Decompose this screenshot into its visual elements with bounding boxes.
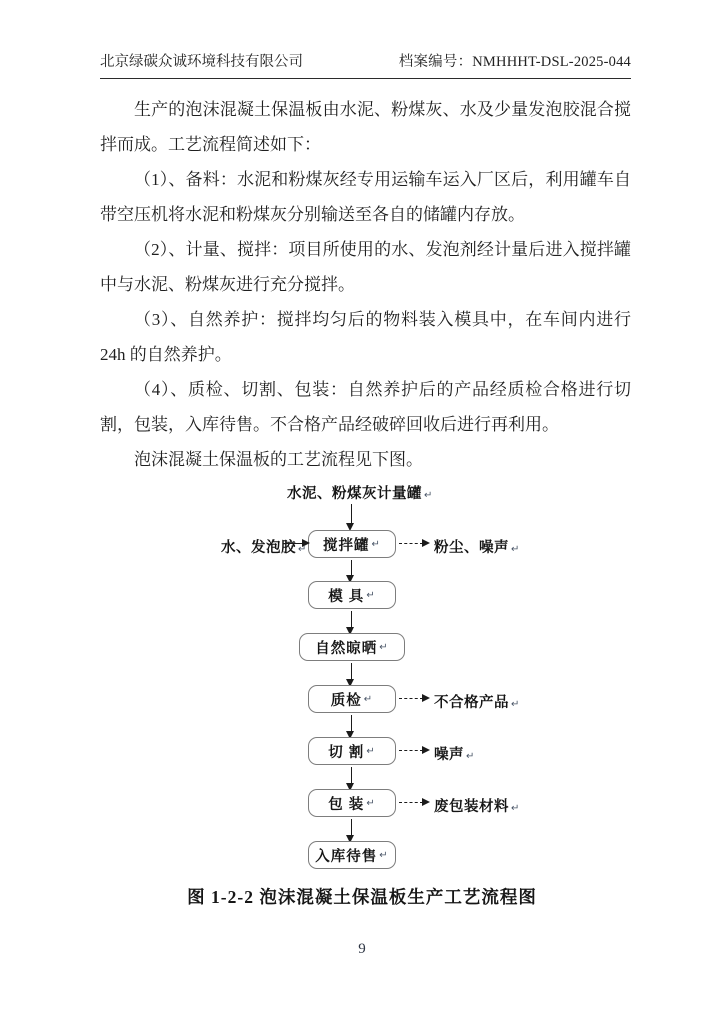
return-mark-icon: ↵ xyxy=(366,797,376,809)
body-paragraph: （3）、自然养护：搅拌均匀后的物料装入模具中，在车间内进行 24h 的自然养护。 xyxy=(100,310,631,364)
return-mark-icon: ↵ xyxy=(371,538,381,550)
return-mark-icon: ↵ xyxy=(511,544,520,555)
dashed-arrow-icon xyxy=(399,543,423,544)
flow-box-label: 切 割 xyxy=(328,744,365,761)
archive-number: 档案编号：NMHHHT-DSL-2025-044 xyxy=(398,54,631,70)
flow-output-label xyxy=(434,795,520,816)
flow-box-natural-drying xyxy=(299,633,405,661)
down-arrow-icon xyxy=(351,611,352,628)
down-arrow-icon xyxy=(351,663,352,680)
down-arrow-icon xyxy=(351,767,352,784)
flow-box-warehouse xyxy=(308,841,396,869)
body-paragraph: （2）、计量、搅拌：项目所使用的水、发泡剂经计量后进入搅拌罐中与水泥、粉煤灰进行充分搅拌。 xyxy=(100,240,631,294)
flow-box-packaging xyxy=(308,789,396,817)
flow-output-text: 废包装材料 xyxy=(434,799,509,815)
down-arrow-icon xyxy=(351,819,352,836)
down-arrow-icon xyxy=(351,715,352,732)
return-mark-icon: ↵ xyxy=(379,849,389,861)
flow-box-mold xyxy=(308,581,396,609)
return-mark-icon: ↵ xyxy=(424,490,433,501)
body-paragraph: 泡沫混凝土保温板的工艺流程见下图。 xyxy=(134,450,423,469)
flow-output-text: 噪声 xyxy=(434,747,464,763)
page-header xyxy=(100,50,631,79)
flow-source-text: 水泥、粉煤灰计量罐 xyxy=(287,486,422,502)
flow-box-quality-check xyxy=(308,685,396,713)
flow-output-label xyxy=(434,536,520,557)
body-paragraph: 生产的泡沫混凝土保温板由水泥、粉煤灰、水及少量发泡胶混合搅拌而成。工艺流程简述如下： xyxy=(100,100,631,154)
flow-output-label xyxy=(434,743,475,764)
flow-input-label xyxy=(221,536,307,557)
return-mark-icon: ↵ xyxy=(366,745,376,757)
flow-box-label: 质检 xyxy=(330,692,362,709)
down-arrow-icon xyxy=(351,560,352,576)
flow-output-text: 粉尘、噪声 xyxy=(434,540,509,556)
flow-box-mixing-tank xyxy=(308,530,396,558)
page-number: 9 xyxy=(358,941,366,957)
dashed-arrow-icon xyxy=(399,698,423,699)
flow-output-text: 不合格产品 xyxy=(434,695,509,711)
flow-box-label: 搅拌罐 xyxy=(323,537,370,554)
return-mark-icon: ↵ xyxy=(298,544,307,555)
flow-box-label: 入库待售 xyxy=(315,848,378,865)
return-mark-icon: ↵ xyxy=(379,641,389,653)
body-paragraph: （1）、备料：水泥和粉煤灰经专用运输车运入厂区后，利用罐车自带空压机将水泥和粉煤灰分别输送至各自的储罐内存放。 xyxy=(100,170,631,224)
flow-box-label: 自然晾晒 xyxy=(315,640,378,657)
return-mark-icon: ↵ xyxy=(466,751,475,762)
flow-input-text: 水、发泡胶 xyxy=(221,540,296,556)
flow-source-label xyxy=(287,482,433,503)
flow-output-label xyxy=(434,691,520,712)
flow-box-label: 模 具 xyxy=(328,588,365,605)
flow-box-cutting xyxy=(308,737,396,765)
flow-box-label: 包 装 xyxy=(328,796,365,813)
company-name: 北京绿碳众诚环境科技有限公司 xyxy=(100,54,303,70)
figure-caption: 图 1-2-2 泡沫混凝土保温板生产工艺流程图 xyxy=(187,887,537,907)
right-arrow-icon xyxy=(283,543,303,544)
dashed-arrow-icon xyxy=(399,802,423,803)
return-mark-icon: ↵ xyxy=(366,589,376,601)
body-paragraph: （4）、质检、切割、包装：自然养护后的产品经质检合格进行切割，包装，入库待售。不合格产品经破碎回收后进行再利用。 xyxy=(100,380,631,434)
body-text xyxy=(100,92,631,477)
return-mark-icon: ↵ xyxy=(363,693,374,705)
down-arrow-icon xyxy=(351,504,352,524)
return-mark-icon: ↵ xyxy=(511,699,520,710)
dashed-arrow-icon xyxy=(399,750,423,751)
return-mark-icon: ↵ xyxy=(511,803,520,814)
